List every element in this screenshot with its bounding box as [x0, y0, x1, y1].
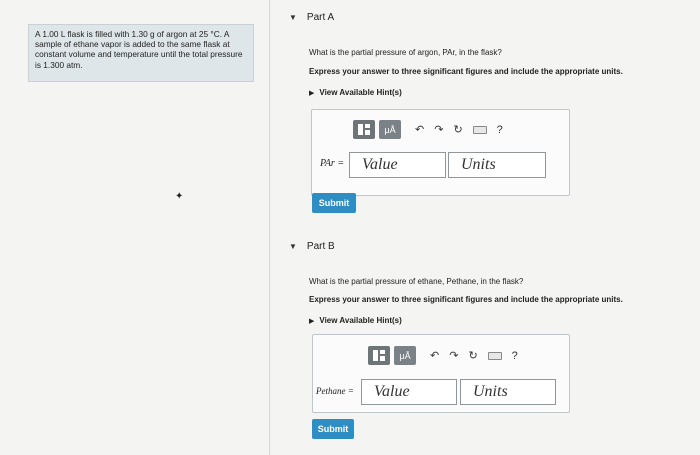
part-b-instruction: Express your answer to three significant figures and include the appropriate units. — [309, 295, 623, 304]
part-b-value-input[interactable]: Value — [361, 379, 457, 405]
redo-icon[interactable]: ↷ — [449, 350, 459, 362]
part-a-header[interactable] — [289, 12, 334, 23]
reset-icon[interactable]: ↻ — [453, 124, 463, 136]
keyboard-icon[interactable] — [473, 126, 487, 134]
triangle-right-icon: ▶ — [309, 90, 315, 97]
part-b-hint-label: View Available Hint(s) — [319, 316, 402, 325]
cursor-icon: ✦ — [175, 191, 184, 202]
part-b-submit-button[interactable]: Submit — [312, 419, 354, 439]
undo-icon[interactable]: ↶ — [415, 124, 425, 136]
mu-angstrom-icon[interactable]: μÅ — [394, 346, 416, 365]
templates-icon[interactable] — [368, 346, 390, 365]
mu-angstrom-icon[interactable]: μÅ — [379, 120, 401, 139]
problem-text: A 1.00 L flask is filled with 1.30 g of argon at 25 °C. A sample of ethane vapor is added to the same flask at constant volume and temperature until the total pressure is 1.300 atm. — [35, 29, 243, 70]
part-b-header[interactable] — [289, 241, 335, 252]
part-a-submit-button[interactable]: Submit — [312, 193, 356, 213]
part-a-instruction: Express your answer to three significant figures and include the appropriate units. — [309, 67, 623, 76]
part-a-units-input[interactable]: Units — [448, 152, 546, 178]
part-b-toolbar — [368, 346, 518, 365]
triangle-right-icon: ▶ — [309, 318, 315, 325]
part-a-hint-label: View Available Hint(s) — [319, 88, 402, 97]
part-a-title: Part A — [306, 12, 335, 23]
undo-icon[interactable]: ↶ — [430, 350, 440, 362]
part-a-question: What is the partial pressure of argon, PAr, in the flask? — [309, 48, 502, 57]
caret-down-icon[interactable]: ▼ — [289, 242, 297, 251]
part-a-hint-link[interactable] — [309, 88, 402, 97]
part-b-hint-link[interactable] — [309, 316, 402, 325]
part-b-title: Part B — [306, 241, 335, 252]
caret-down-icon[interactable]: ▼ — [289, 13, 297, 22]
redo-icon[interactable]: ↷ — [434, 124, 444, 136]
column-divider — [269, 0, 270, 455]
reset-icon[interactable]: ↻ — [468, 350, 478, 362]
keyboard-icon[interactable] — [488, 352, 502, 360]
help-icon[interactable]: ? — [511, 349, 518, 362]
part-a-label: PAr = — [320, 158, 345, 169]
part-b-question: What is the partial pressure of ethane, Pethane, in the flask? — [309, 277, 524, 286]
part-a-toolbar — [353, 120, 503, 139]
help-icon[interactable]: ? — [496, 123, 503, 136]
templates-icon[interactable] — [353, 120, 375, 139]
problem-statement — [28, 24, 254, 82]
part-a-value-input[interactable]: Value — [349, 152, 446, 178]
part-b-label: Pethane = — [316, 386, 354, 396]
part-b-units-input[interactable]: Units — [460, 379, 556, 405]
